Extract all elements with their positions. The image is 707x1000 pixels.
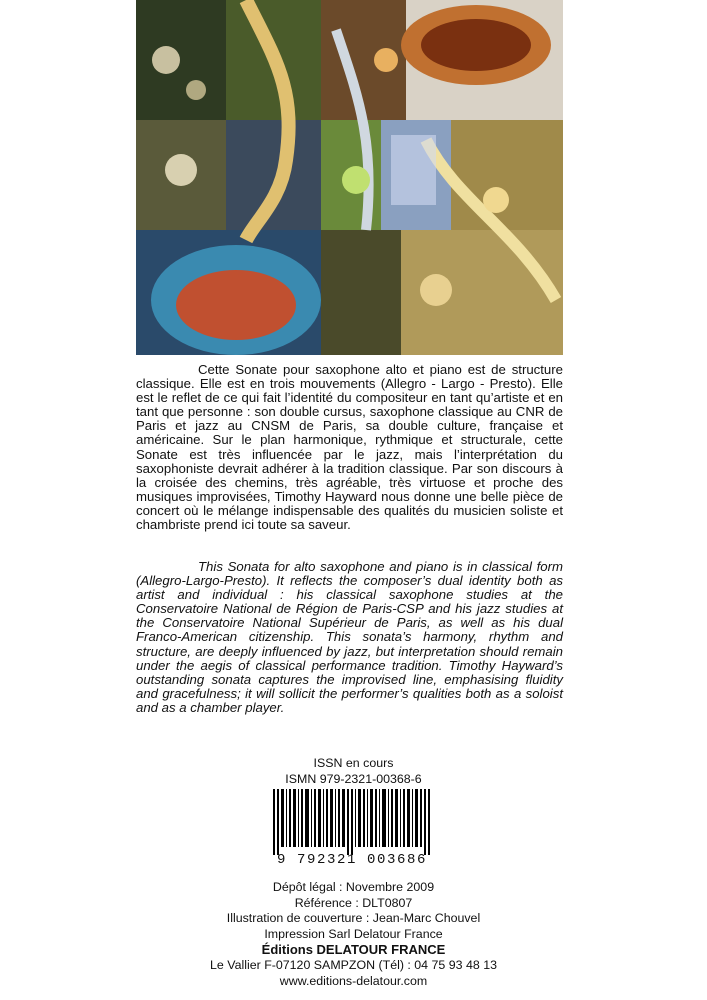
barcode-icon <box>265 789 440 855</box>
depot-legal: Dépôt légal : Novembre 2009 <box>272 880 435 894</box>
identifiers <box>0 755 707 787</box>
reference: Référence : DLT0807 <box>294 895 413 910</box>
issn-text: ISSN en cours <box>313 756 394 770</box>
printer: Impression Sarl Delatour France <box>264 926 443 941</box>
legal-info <box>0 880 707 989</box>
barcode-number: 9 792321 003686 <box>276 852 428 868</box>
publisher-website: www.editions-delatour.com <box>279 973 428 988</box>
publisher-address: Le Vallier F-07120 SAMPZON (Tél) : 04 75 93 48 13 <box>210 957 497 972</box>
ismn-text: ISMN 979-2321-00368-6 <box>285 772 422 786</box>
publisher-name: Éditions DELATOUR FRANCE <box>261 942 446 958</box>
saxophone-collage-image <box>136 0 563 355</box>
illustration-credit: Illustration de couverture : Jean-Marc Chouvel <box>226 911 481 926</box>
english-description: This Sonata for alto saxophone and piano is in classical form (Allegro-Largo-Presto). It reflects the composer’s dual identity both as artist and individual : his classical saxophone studies at the Conservatoire National de Région de Paris-CSP and his jazz studies at the Conservatoire National Supérieur de Paris, as well as his dual Franco-American citizenship. This sonata’s harmony, rhythm and structure, are deeply influenced by jazz, but interpretation should remain under the aegis of classical performance tradition. Timothy Hayward’s outstanding sonata captures the improvised line, emphasising fluidity and gracefulness; it will sollicit the performer’s qualities both as a soloist and as a chamber player. <box>136 559 563 715</box>
french-description: Cette Sonate pour saxophone alto et piano est de structure classique. Elle est en trois mouvements (Allegro - Largo - Presto). Elle est le reflet de ce qui fait l’identité du compositeur en tant qu’artiste et en tant que personne : son double cursus, saxophone classique au CNR de Paris et jazz au CNSM de Paris, sa double culture, française et américaine. Sur le plan harmonique, rythmique et structurale, cette Sonate est très influencée par le jazz, mais l’interprétation du saxophoniste devrait adhérer à la tradition classique. Par son discours à la croisée des chemins, très agréable, très virtuose et proche des musiques improvisées, Timothy Hayward nous donne une belle pièce de concert où le mélange indispensable des qualités du musicien soliste et chambriste prend ici toute sa saveur. <box>136 362 563 533</box>
